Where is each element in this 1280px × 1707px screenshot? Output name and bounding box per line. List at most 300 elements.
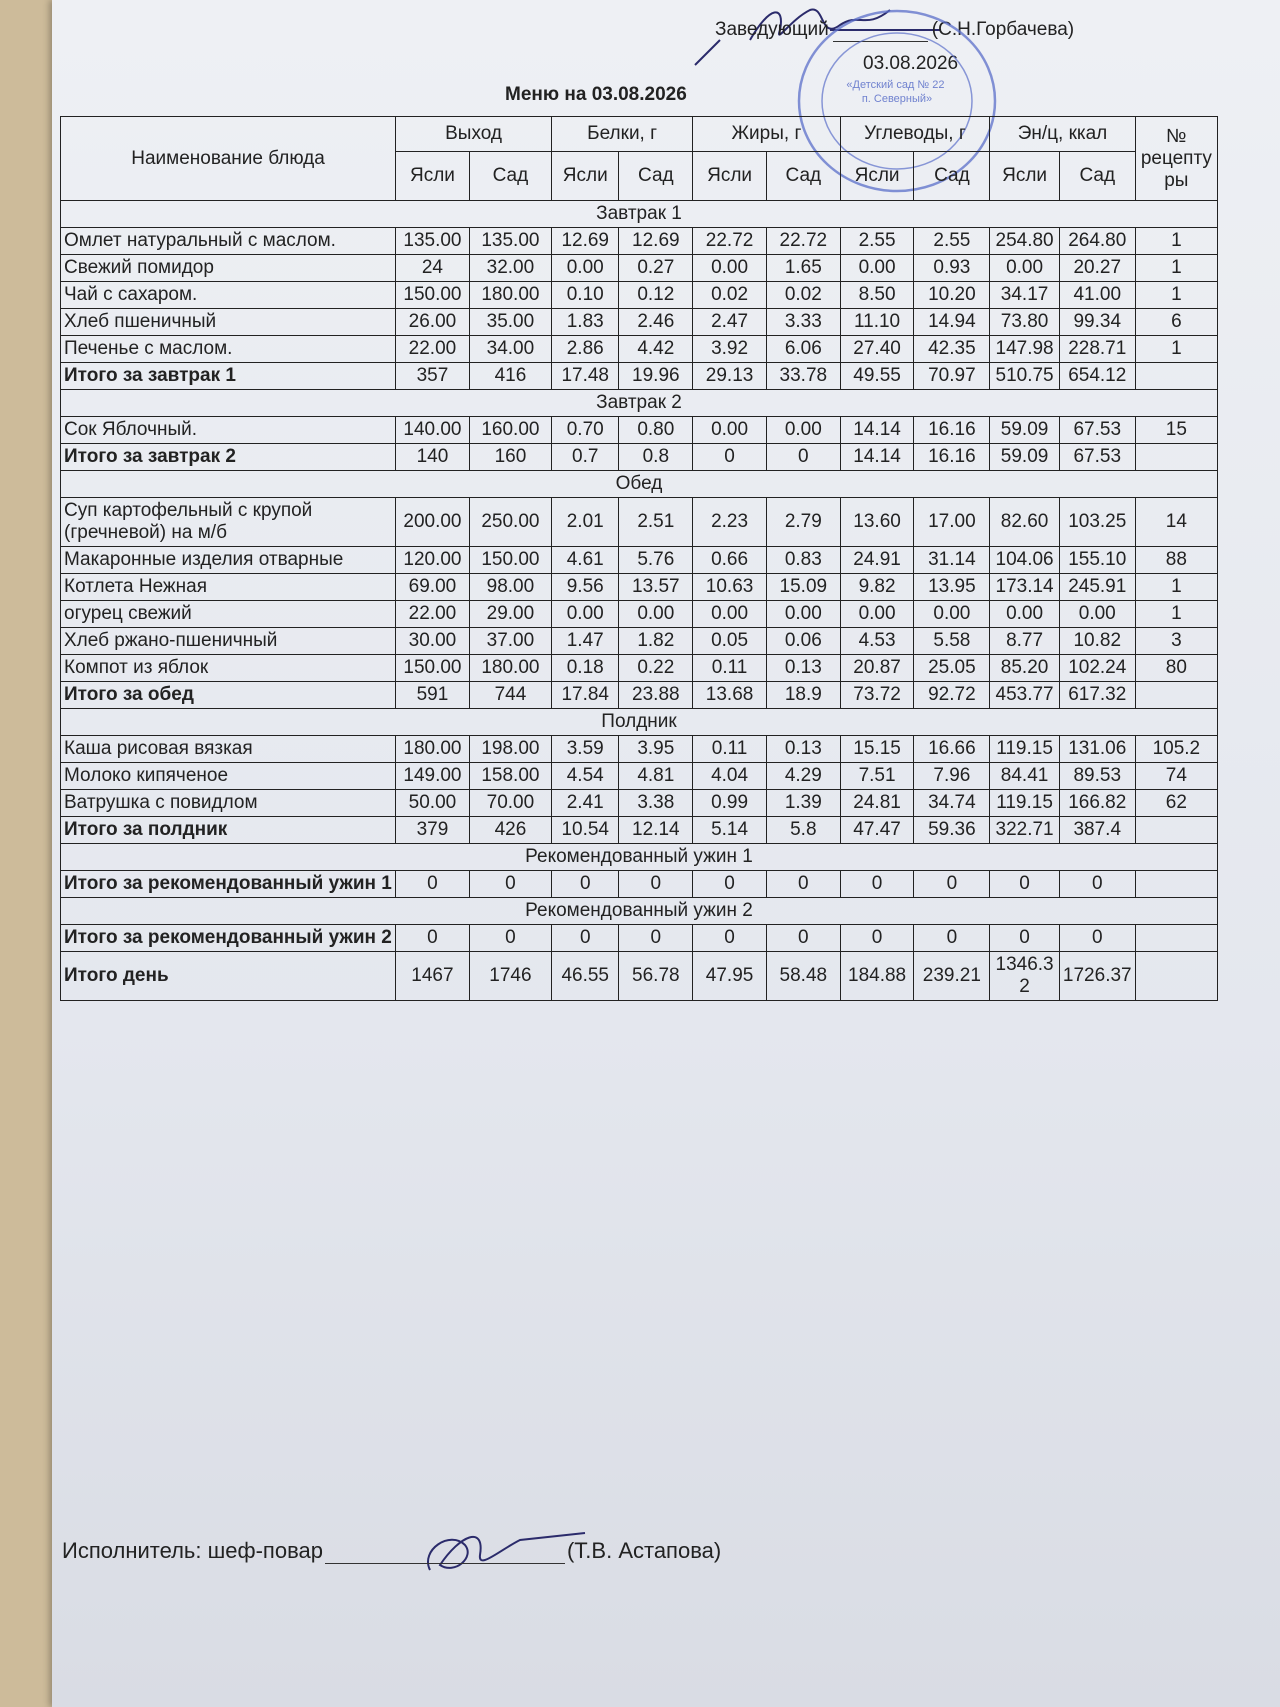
value-cell: 105.2 <box>1135 736 1217 763</box>
value-cell: 85.20 <box>990 655 1060 682</box>
executor-label: Исполнитель: шеф-повар <box>62 1538 323 1563</box>
value-cell: 0.00 <box>619 601 693 628</box>
value-cell: 1 <box>1135 282 1217 309</box>
value-cell: 0 <box>396 871 470 898</box>
value-cell: 35.00 <box>469 309 551 336</box>
value-cell: 41.00 <box>1059 282 1135 309</box>
value-cell: 5.76 <box>619 547 693 574</box>
value-cell: 14.14 <box>840 417 914 444</box>
value-cell: 5.58 <box>914 628 990 655</box>
value-cell: 1726.37 <box>1059 952 1135 1001</box>
value-cell: 14.94 <box>914 309 990 336</box>
value-cell: 47.95 <box>693 952 767 1001</box>
value-cell: 25.05 <box>914 655 990 682</box>
value-cell: 18.9 <box>766 682 840 709</box>
value-cell: 0.18 <box>552 655 619 682</box>
value-cell: 131.06 <box>1059 736 1135 763</box>
value-cell: 0.8 <box>619 444 693 471</box>
value-cell: 9.82 <box>840 574 914 601</box>
value-cell: 120.00 <box>396 547 470 574</box>
value-cell: 0.00 <box>990 601 1060 628</box>
header-fat: Жиры, г <box>693 117 841 152</box>
menu-table <box>60 116 1218 1001</box>
value-cell: 88 <box>1135 547 1217 574</box>
header-garden: Сад <box>469 152 551 201</box>
value-cell: 416 <box>469 363 551 390</box>
dish-name: Хлеб ржано-пшеничный <box>61 628 396 655</box>
approval-position: Заведующий <box>715 19 829 40</box>
value-cell: 58.48 <box>766 952 840 1001</box>
table-row <box>61 498 1218 547</box>
value-cell: 11.10 <box>840 309 914 336</box>
value-cell: 150.00 <box>396 282 470 309</box>
value-cell: 254.80 <box>990 228 1060 255</box>
value-cell: 379 <box>396 817 470 844</box>
value-cell: 1 <box>1135 228 1217 255</box>
dish-name: Хлеб пшеничный <box>61 309 396 336</box>
value-cell: 3 <box>1135 628 1217 655</box>
value-cell: 30.00 <box>396 628 470 655</box>
value-cell: 32.00 <box>469 255 551 282</box>
value-cell: 0.00 <box>1059 601 1135 628</box>
section-row <box>61 390 1218 417</box>
value-cell: 20.87 <box>840 655 914 682</box>
value-cell: 0 <box>693 925 767 952</box>
section-row <box>61 471 1218 498</box>
value-cell: 0 <box>469 871 551 898</box>
value-cell: 180.00 <box>396 736 470 763</box>
table-row <box>61 601 1218 628</box>
value-cell: 2.79 <box>766 498 840 547</box>
value-cell: 1 <box>1135 336 1217 363</box>
value-cell: 24.91 <box>840 547 914 574</box>
value-cell: 9.56 <box>552 574 619 601</box>
value-cell: 37.00 <box>469 628 551 655</box>
section-title: Завтрак 2 <box>61 390 1218 417</box>
value-cell: 26.00 <box>396 309 470 336</box>
value-cell: 70.00 <box>469 790 551 817</box>
value-cell: 135.00 <box>469 228 551 255</box>
section-title: Рекомендованный ужин 1 <box>61 844 1218 871</box>
dish-name: Макаронные изделия отварные <box>61 547 396 574</box>
value-cell: 7.51 <box>840 763 914 790</box>
value-cell: 2.51 <box>619 498 693 547</box>
value-cell: 160.00 <box>469 417 551 444</box>
header-dish: Наименование блюда <box>61 117 396 201</box>
value-cell: 0.00 <box>840 601 914 628</box>
value-cell: 0.00 <box>552 255 619 282</box>
value-cell: 135.00 <box>396 228 470 255</box>
header-row-1 <box>61 117 1218 152</box>
value-cell: 14.14 <box>840 444 914 471</box>
section-title: Завтрак 1 <box>61 201 1218 228</box>
total-label: Итого за полдник <box>61 817 396 844</box>
value-cell: 3.38 <box>619 790 693 817</box>
value-cell: 0 <box>693 444 767 471</box>
value-cell: 34.17 <box>990 282 1060 309</box>
value-cell: 150.00 <box>469 547 551 574</box>
value-cell: 16.16 <box>914 444 990 471</box>
value-cell: 2.01 <box>552 498 619 547</box>
table-row <box>61 282 1218 309</box>
dish-name: Каша рисовая вязкая <box>61 736 396 763</box>
value-cell: 0.00 <box>766 417 840 444</box>
value-cell: 24.81 <box>840 790 914 817</box>
dish-name: Омлет натуральный с маслом. <box>61 228 396 255</box>
header-protein: Белки, г <box>552 117 693 152</box>
value-cell: 4.29 <box>766 763 840 790</box>
section-row <box>61 844 1218 871</box>
approval-name: (С.Н.Горбачева) <box>931 19 1075 40</box>
value-cell: 180.00 <box>469 282 551 309</box>
value-cell: 3.95 <box>619 736 693 763</box>
value-cell: 119.15 <box>990 736 1060 763</box>
value-cell: 0.99 <box>693 790 767 817</box>
value-cell: 0 <box>1059 871 1135 898</box>
dish-name: Ватрушка с повидлом <box>61 790 396 817</box>
header-nursery: Ясли <box>840 152 914 201</box>
value-cell: 24 <box>396 255 470 282</box>
table-row <box>61 628 1218 655</box>
table-row <box>61 547 1218 574</box>
value-cell: 0.05 <box>693 628 767 655</box>
section-title: Рекомендованный ужин 2 <box>61 898 1218 925</box>
value-cell: 14 <box>1135 498 1217 547</box>
value-cell: 84.41 <box>990 763 1060 790</box>
section-title: Полдник <box>61 709 1218 736</box>
value-cell: 0 <box>990 925 1060 952</box>
value-cell: 0.00 <box>766 601 840 628</box>
value-cell: 17.00 <box>914 498 990 547</box>
value-cell: 0.83 <box>766 547 840 574</box>
dish-name: Свежий помидор <box>61 255 396 282</box>
value-cell: 245.91 <box>1059 574 1135 601</box>
total-row <box>61 363 1218 390</box>
value-cell: 13.68 <box>693 682 767 709</box>
header-garden: Сад <box>914 152 990 201</box>
value-cell: 73.72 <box>840 682 914 709</box>
value-cell: 56.78 <box>619 952 693 1001</box>
table-row <box>61 417 1218 444</box>
value-cell: 33.78 <box>766 363 840 390</box>
value-cell: 180.00 <box>469 655 551 682</box>
section-title: Обед <box>61 471 1218 498</box>
value-cell: 160 <box>469 444 551 471</box>
value-cell: 10.54 <box>552 817 619 844</box>
header-yield: Выход <box>396 117 552 152</box>
value-cell: 15 <box>1135 417 1217 444</box>
value-cell: 67.53 <box>1059 444 1135 471</box>
value-cell: 200.00 <box>396 498 470 547</box>
value-cell: 80 <box>1135 655 1217 682</box>
value-cell: 46.55 <box>552 952 619 1001</box>
value-cell: 92.72 <box>914 682 990 709</box>
table-row <box>61 790 1218 817</box>
header-nursery: Ясли <box>396 152 470 201</box>
value-cell: 617.32 <box>1059 682 1135 709</box>
value-cell: 4.53 <box>840 628 914 655</box>
value-cell: 10.20 <box>914 282 990 309</box>
value-cell: 0 <box>1059 925 1135 952</box>
value-cell: 12.69 <box>552 228 619 255</box>
header-garden: Сад <box>766 152 840 201</box>
value-cell: 158.00 <box>469 763 551 790</box>
value-cell: 82.60 <box>990 498 1060 547</box>
value-cell: 119.15 <box>990 790 1060 817</box>
value-cell: 50.00 <box>396 790 470 817</box>
value-cell: 239.21 <box>914 952 990 1001</box>
value-cell: 17.48 <box>552 363 619 390</box>
value-cell: 8.77 <box>990 628 1060 655</box>
value-cell: 17.84 <box>552 682 619 709</box>
value-cell: 4.54 <box>552 763 619 790</box>
value-cell: 0.02 <box>693 282 767 309</box>
value-cell: 31.14 <box>914 547 990 574</box>
value-cell: 0.7 <box>552 444 619 471</box>
value-cell: 73.80 <box>990 309 1060 336</box>
value-cell: 1 <box>1135 255 1217 282</box>
value-cell: 34.74 <box>914 790 990 817</box>
value-cell: 1.82 <box>619 628 693 655</box>
value-cell: 2.41 <box>552 790 619 817</box>
value-cell: 0.00 <box>840 255 914 282</box>
value-cell: 1467 <box>396 952 470 1001</box>
signature-line <box>325 1563 565 1564</box>
header-nursery: Ясли <box>990 152 1060 201</box>
value-cell: 89.53 <box>1059 763 1135 790</box>
value-cell: 8.50 <box>840 282 914 309</box>
value-cell: 2.86 <box>552 336 619 363</box>
value-cell: 0.00 <box>990 255 1060 282</box>
value-cell <box>1135 817 1217 844</box>
value-cell: 34.00 <box>469 336 551 363</box>
dish-name: Чай с сахаром. <box>61 282 396 309</box>
value-cell: 22.72 <box>693 228 767 255</box>
value-cell: 29.00 <box>469 601 551 628</box>
total-label: Итого за завтрак 1 <box>61 363 396 390</box>
total-label: Итого за рекомендованный ужин 1 <box>61 871 396 898</box>
value-cell <box>1135 952 1217 1001</box>
value-cell: 228.71 <box>1059 336 1135 363</box>
value-cell: 0.93 <box>914 255 990 282</box>
value-cell: 49.55 <box>840 363 914 390</box>
value-cell: 0 <box>766 871 840 898</box>
value-cell: 0.12 <box>619 282 693 309</box>
value-cell: 3.33 <box>766 309 840 336</box>
value-cell: 4.61 <box>552 547 619 574</box>
value-cell: 0 <box>619 925 693 952</box>
value-cell: 0 <box>840 925 914 952</box>
value-cell: 0 <box>396 925 470 952</box>
table-row <box>61 336 1218 363</box>
value-cell: 166.82 <box>1059 790 1135 817</box>
table-row <box>61 763 1218 790</box>
value-cell: 4.04 <box>693 763 767 790</box>
value-cell: 0.13 <box>766 736 840 763</box>
value-cell: 0.70 <box>552 417 619 444</box>
dish-name: Котлета Нежная <box>61 574 396 601</box>
header-carbs: Углеводы, г <box>840 117 990 152</box>
value-cell: 16.16 <box>914 417 990 444</box>
value-cell: 0.06 <box>766 628 840 655</box>
section-row <box>61 201 1218 228</box>
value-cell: 99.34 <box>1059 309 1135 336</box>
value-cell: 0.10 <box>552 282 619 309</box>
section-row <box>61 898 1218 925</box>
value-cell: 2.55 <box>914 228 990 255</box>
total-row <box>61 925 1218 952</box>
value-cell: 0 <box>693 871 767 898</box>
value-cell: 59.09 <box>990 417 1060 444</box>
value-cell: 22.72 <box>766 228 840 255</box>
value-cell: 0.27 <box>619 255 693 282</box>
value-cell: 150.00 <box>396 655 470 682</box>
value-cell: 5.14 <box>693 817 767 844</box>
value-cell: 5.8 <box>766 817 840 844</box>
table-row <box>61 736 1218 763</box>
total-label: Итого за обед <box>61 682 396 709</box>
stamp-text: «Детский сад № 22 п. Северный» <box>846 79 945 105</box>
header-nursery: Ясли <box>552 152 619 201</box>
executor-name: (Т.В. Астапова) <box>566 1538 722 1563</box>
value-cell: 0.00 <box>693 255 767 282</box>
value-cell: 2.47 <box>693 309 767 336</box>
value-cell: 147.98 <box>990 336 1060 363</box>
value-cell <box>1135 444 1217 471</box>
value-cell: 0 <box>552 871 619 898</box>
value-cell: 0 <box>552 925 619 952</box>
value-cell: 591 <box>396 682 470 709</box>
dish-name: Суп картофельный с крупой (гречневой) на м/б <box>61 498 396 547</box>
value-cell: 4.81 <box>619 763 693 790</box>
value-cell: 149.00 <box>396 763 470 790</box>
value-cell: 4.42 <box>619 336 693 363</box>
value-cell: 20.27 <box>1059 255 1135 282</box>
value-cell: 6 <box>1135 309 1217 336</box>
value-cell: 19.96 <box>619 363 693 390</box>
table-row <box>61 655 1218 682</box>
value-cell: 102.24 <box>1059 655 1135 682</box>
table-row <box>61 574 1218 601</box>
table-row <box>61 255 1218 282</box>
value-cell: 510.75 <box>990 363 1060 390</box>
value-cell: 3.92 <box>693 336 767 363</box>
menu-title: Меню на 03.08.2026 <box>505 84 687 105</box>
value-cell: 264.80 <box>1059 228 1135 255</box>
value-cell: 67.53 <box>1059 417 1135 444</box>
value-cell: 0 <box>766 444 840 471</box>
value-cell: 2.23 <box>693 498 767 547</box>
value-cell: 0.13 <box>766 655 840 682</box>
header-energy: Эн/ц, ккал <box>990 117 1135 152</box>
dish-name: огурец свежий <box>61 601 396 628</box>
total-row <box>61 682 1218 709</box>
value-cell <box>1135 925 1217 952</box>
value-cell: 74 <box>1135 763 1217 790</box>
value-cell: 0.00 <box>914 601 990 628</box>
value-cell: 7.96 <box>914 763 990 790</box>
value-cell: 1 <box>1135 601 1217 628</box>
value-cell: 140 <box>396 444 470 471</box>
value-cell <box>1135 682 1217 709</box>
executor-line <box>62 1538 721 1564</box>
value-cell: 0 <box>469 925 551 952</box>
day-total-row <box>61 952 1218 1001</box>
value-cell: 13.95 <box>914 574 990 601</box>
value-cell: 6.06 <box>766 336 840 363</box>
value-cell: 1.83 <box>552 309 619 336</box>
value-cell: 0.00 <box>693 417 767 444</box>
value-cell: 0.11 <box>693 736 767 763</box>
value-cell: 2.55 <box>840 228 914 255</box>
header-nursery: Ясли <box>693 152 767 201</box>
value-cell: 387.4 <box>1059 817 1135 844</box>
value-cell: 1346.32 <box>990 952 1060 1001</box>
table-row <box>61 228 1218 255</box>
value-cell: 3.59 <box>552 736 619 763</box>
value-cell: 0.66 <box>693 547 767 574</box>
total-label: Итого за рекомендованный ужин 2 <box>61 925 396 952</box>
value-cell: 1 <box>1135 574 1217 601</box>
dish-name: Молоко кипяченое <box>61 763 396 790</box>
dish-name: Компот из яблок <box>61 655 396 682</box>
value-cell: 0.22 <box>619 655 693 682</box>
value-cell: 0 <box>766 925 840 952</box>
value-cell: 0.00 <box>552 601 619 628</box>
menu-body <box>61 201 1218 1001</box>
value-cell: 198.00 <box>469 736 551 763</box>
value-cell: 16.66 <box>914 736 990 763</box>
header-garden: Сад <box>619 152 693 201</box>
value-cell: 104.06 <box>990 547 1060 574</box>
value-cell: 0.80 <box>619 417 693 444</box>
value-cell: 12.69 <box>619 228 693 255</box>
value-cell: 59.09 <box>990 444 1060 471</box>
value-cell: 744 <box>469 682 551 709</box>
value-cell <box>1135 871 1217 898</box>
value-cell: 15.09 <box>766 574 840 601</box>
value-cell: 12.14 <box>619 817 693 844</box>
value-cell: 2.46 <box>619 309 693 336</box>
value-cell: 13.60 <box>840 498 914 547</box>
value-cell: 140.00 <box>396 417 470 444</box>
value-cell <box>1135 363 1217 390</box>
header-recipe: № рецептуры <box>1135 117 1217 201</box>
value-cell: 42.35 <box>914 336 990 363</box>
table-row <box>61 309 1218 336</box>
value-cell: 62 <box>1135 790 1217 817</box>
value-cell: 0.02 <box>766 282 840 309</box>
value-cell: 10.82 <box>1059 628 1135 655</box>
value-cell: 0 <box>990 871 1060 898</box>
value-cell: 1.65 <box>766 255 840 282</box>
header-garden: Сад <box>1059 152 1135 201</box>
value-cell: 250.00 <box>469 498 551 547</box>
approval-date: 03.08.2026 <box>863 53 959 74</box>
value-cell: 0 <box>914 925 990 952</box>
value-cell: 357 <box>396 363 470 390</box>
value-cell: 0.00 <box>693 601 767 628</box>
value-cell: 59.36 <box>914 817 990 844</box>
total-label: Итого за завтрак 2 <box>61 444 396 471</box>
value-cell: 155.10 <box>1059 547 1135 574</box>
value-cell: 103.25 <box>1059 498 1135 547</box>
value-cell: 15.15 <box>840 736 914 763</box>
value-cell: 29.13 <box>693 363 767 390</box>
dish-name: Печенье с маслом. <box>61 336 396 363</box>
value-cell: 22.00 <box>396 336 470 363</box>
value-cell: 654.12 <box>1059 363 1135 390</box>
